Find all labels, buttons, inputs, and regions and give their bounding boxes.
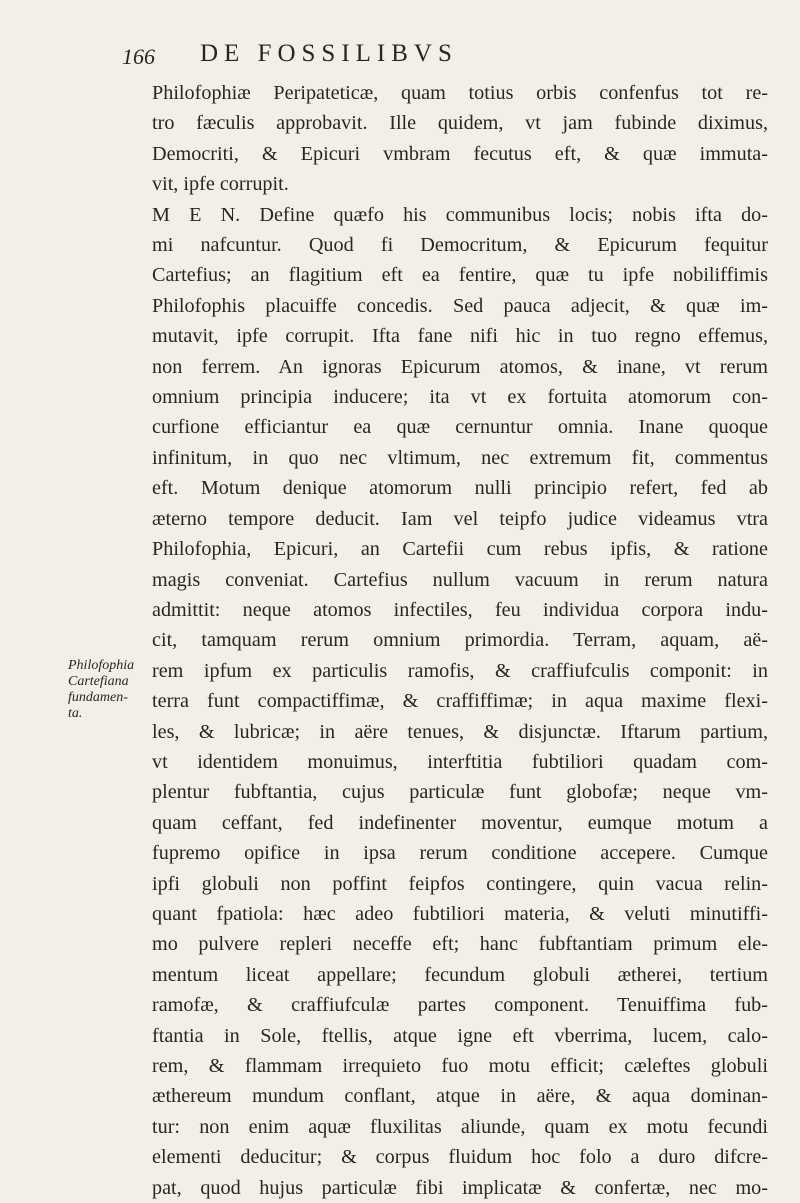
margin-note-line: Cartefiana <box>68 674 129 689</box>
text-line: mentum liceat appellare; fecundum globuli ætherei, tertium <box>152 963 768 986</box>
text-line: eft. Motum denique atomorum nulli principio refert, fed ab <box>152 477 768 500</box>
text-line: infinitum, in quo nec vltimum, nec extremum fit, commentus <box>152 446 768 469</box>
text-line: vt identidem monuimus, interftitia fubtiliori quadam com- <box>152 750 768 773</box>
margin-note <box>68 658 150 722</box>
text-line: mo pulvere repleri neceffe eft; hanc fubftantiam primum ele- <box>152 933 768 956</box>
margin-note-line: ta. <box>68 706 83 721</box>
text-line: vit, ipfe corrupit. <box>152 173 289 196</box>
text-line: pat, quod hujus particulæ fibi implicatæ & confertæ, nec mo- <box>152 1176 768 1199</box>
text-line: Philofophiæ Peripateticæ, quam totius orbis confenfus tot re- <box>152 82 768 104</box>
text-line: mutavit, ipfe corrupit. Ifta fane nifi hic in tuo regno effemus, <box>152 325 768 348</box>
text-line: quam ceffant, fed indefinenter moventur, eumque motum a <box>152 811 768 834</box>
text-line: Philofophia, Epicuri, an Cartefii cum rebus ipfis, & ratione <box>152 538 768 561</box>
text-line: M E N. Define quæfo his communibus locis; nobis ifta do- <box>152 203 768 226</box>
body-text <box>152 78 768 1203</box>
text-line: ipfi globuli non poffint feipfos contingere, quin vacua relin- <box>152 872 768 895</box>
text-line: Philofophis placuiffe concedis. Sed pauca adjecit, & quæ im- <box>152 294 768 317</box>
text-line: Cartefius; an flagitium eft ea fentire, quæ tu ipfe nobiliffimis <box>152 264 768 287</box>
text-line: admittit: neque atomos infectiles, feu individua corpora indu- <box>152 598 768 621</box>
text-line: plentur fubftantia, cujus particulæ funt globofæ; neque vm- <box>152 781 768 804</box>
text-line: non ferrem. An ignoras Epicurum atomos, & inane, vt rerum <box>152 355 768 378</box>
text-line: ftantia in Sole, ftellis, atque igne eft vberrima, lucem, calo- <box>152 1024 768 1047</box>
text-line: mi nafcuntur. Quod fi Democritum, & Epicurum fequitur <box>152 234 768 257</box>
text-line: fupremo opifice in ipsa rerum conditione accepere. Cumque <box>152 842 768 865</box>
text-line: ramofæ, & craffiufculæ partes component. Tenuiffima fub- <box>152 994 768 1017</box>
text-line: magis conveniat. Cartefius nullum vacuum in rerum natura <box>152 568 768 591</box>
text-line: Democriti, & Epicuri vmbram fecutus eft, & quæ immuta- <box>152 142 768 165</box>
text-line: quant fpatiola: hæc adeo fubtiliori materia, & veluti minutiffi- <box>152 902 768 925</box>
text-line: omnium principia inducere; ita vt ex fortuita atomorum con- <box>152 386 768 409</box>
text-line: æterno tempore deducit. Iam vel teipfo judice videamus vtra <box>152 507 768 530</box>
page-header <box>122 40 682 74</box>
text-line: les, & lubricæ; in aëre tenues, & disjunctæ. Iftarum partium, <box>152 720 768 743</box>
text-line: cit, tamquam rerum omnium primordia. Terram, aquam, aë- <box>152 629 768 652</box>
text-line: rem ipfum ex particulis ramofis, & craffiufculis componit: in <box>152 659 768 682</box>
text-line: rem, & flammam irrequieto fuo motu efficit; cæleftes globuli <box>152 1055 768 1077</box>
page-number: 166 <box>122 44 155 69</box>
text-line: terra funt compactiffimæ, & craffiffimæ; in aqua maxime flexi- <box>152 690 768 713</box>
text-line: tur: non enim aquæ fluxilitas aliunde, quam ex motu fecundi <box>152 1115 768 1138</box>
text-line: æthereum mundum conflant, atque in aëre, & aqua dominan- <box>152 1085 768 1108</box>
margin-note-line: fundamen- <box>68 690 128 705</box>
text-line: elementi deducitur; & corpus fluidum hoc folo a duro difcre- <box>152 1146 768 1169</box>
running-title: DE FOSSILIBVS <box>200 40 458 67</box>
margin-note-line: Philofophia <box>68 658 135 673</box>
text-line: tro fæculis approbavit. Ille quidem, vt jam fubinde diximus, <box>152 112 768 135</box>
text-line: curfione efficiantur ea quæ cernuntur omnia. Inane quoque <box>152 416 768 439</box>
